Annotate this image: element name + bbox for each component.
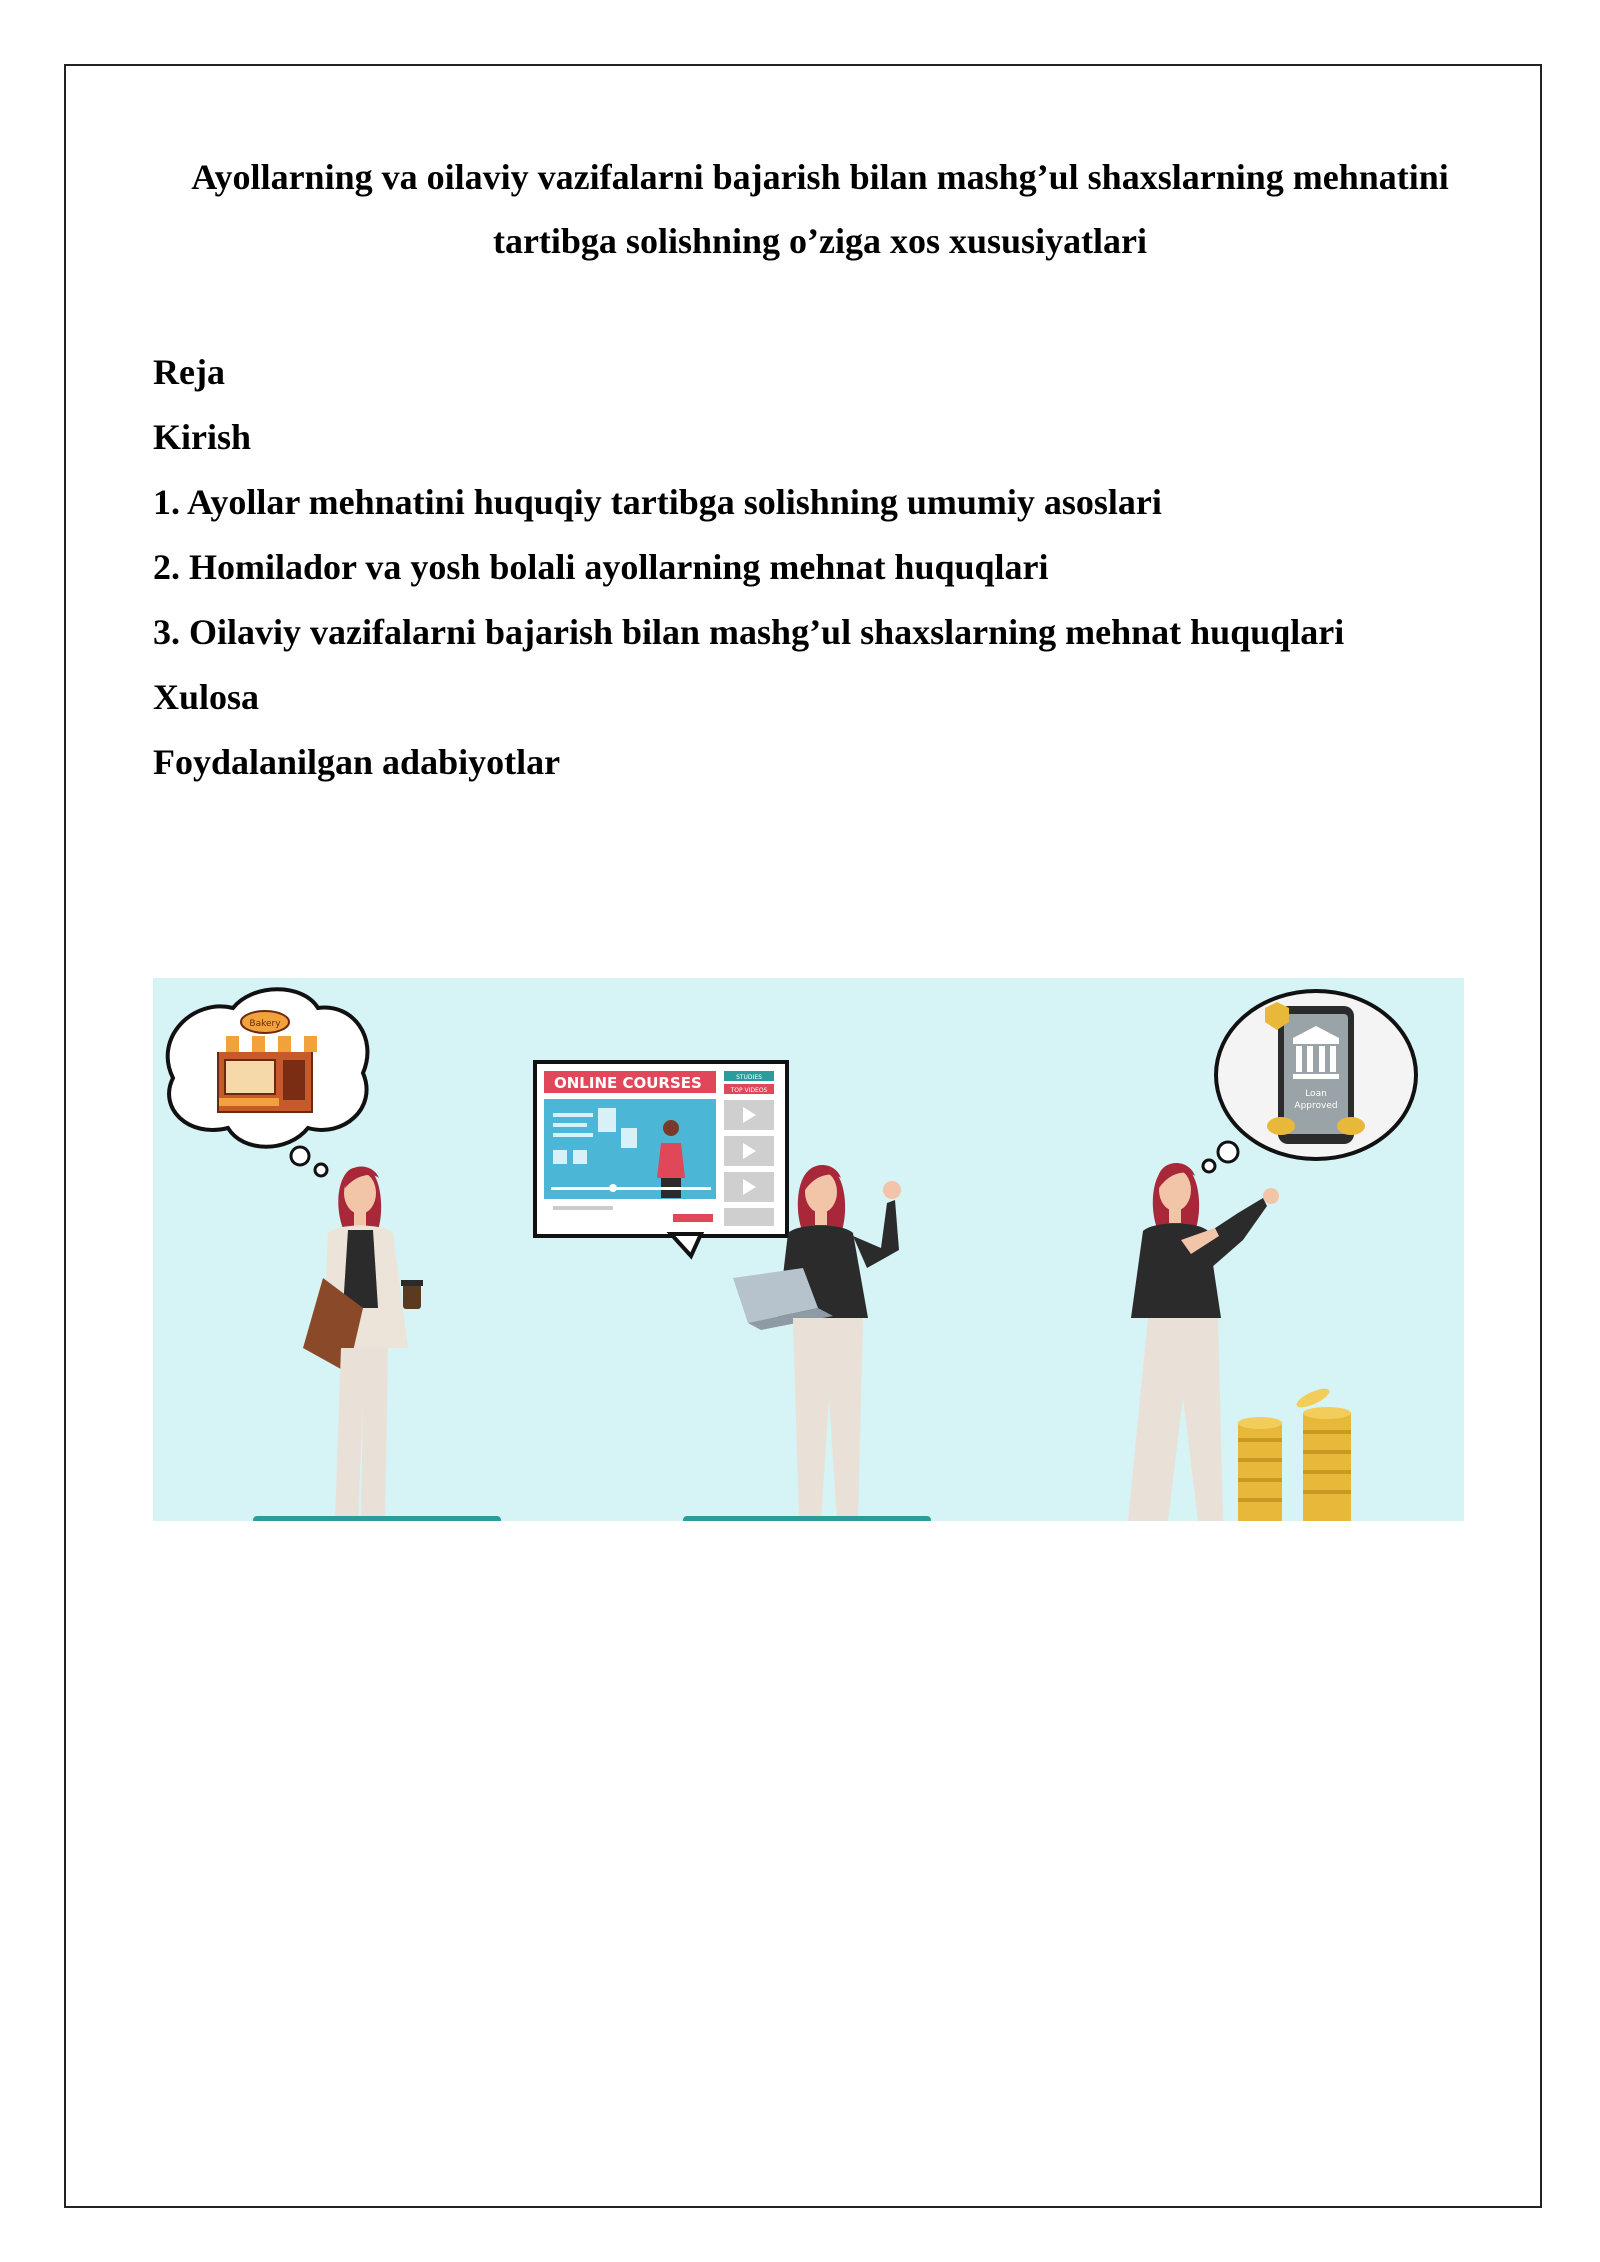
table-of-contents xyxy=(153,340,1513,795)
woman-pointing xyxy=(1128,1163,1351,1521)
woman-with-folder xyxy=(303,1166,423,1521)
document-title: Ayollarning va oilaviy vazifalarni bajarish bilan mashg’ul shaxslarning mehnatini tartibga solishning o’ziga xos xususiyatlari xyxy=(191,157,1449,261)
coin-stacks-icon xyxy=(1238,1385,1351,1521)
plan-item-1: 1. Ayollar mehnatini huquqiy tartibga solishning umumiy asoslari xyxy=(153,482,1162,522)
plan-item-2: 2. Homilador va yosh bolali ayollarning mehnat huquqlari xyxy=(153,547,1049,587)
phone-text-loan: Loan xyxy=(1305,1089,1327,1099)
platform-middle xyxy=(683,1516,931,1521)
plan-item-intro: Kirish xyxy=(153,417,252,457)
plan-item-3: 3. Oilaviy vazifalarni bajarish bilan mashg’ul shaxslarning mehnat huquqlari xyxy=(153,612,1345,652)
plan-item-references: Foydalanilgan adabiyotlar xyxy=(153,742,561,782)
screen-tab-studies: STUDIES xyxy=(736,1074,762,1081)
online-courses-screen xyxy=(535,1062,787,1256)
screen-title: ONLINE COURSES xyxy=(554,1074,702,1092)
screen-tab-top-videos: TOP VIDEOS xyxy=(730,1087,768,1094)
shop-thought-bubble xyxy=(168,989,368,1176)
women-career-illustration xyxy=(153,978,1464,1521)
platform-left xyxy=(253,1516,501,1521)
plan-item-conclusion: Xulosa xyxy=(153,677,260,717)
plan-heading: Reja xyxy=(153,352,225,392)
phone-icon xyxy=(1265,1002,1365,1144)
shop-sign-text: Bakery xyxy=(249,1019,281,1029)
loan-thought-bubble xyxy=(1203,991,1416,1172)
phone-text-approved: Approved xyxy=(1294,1101,1338,1111)
